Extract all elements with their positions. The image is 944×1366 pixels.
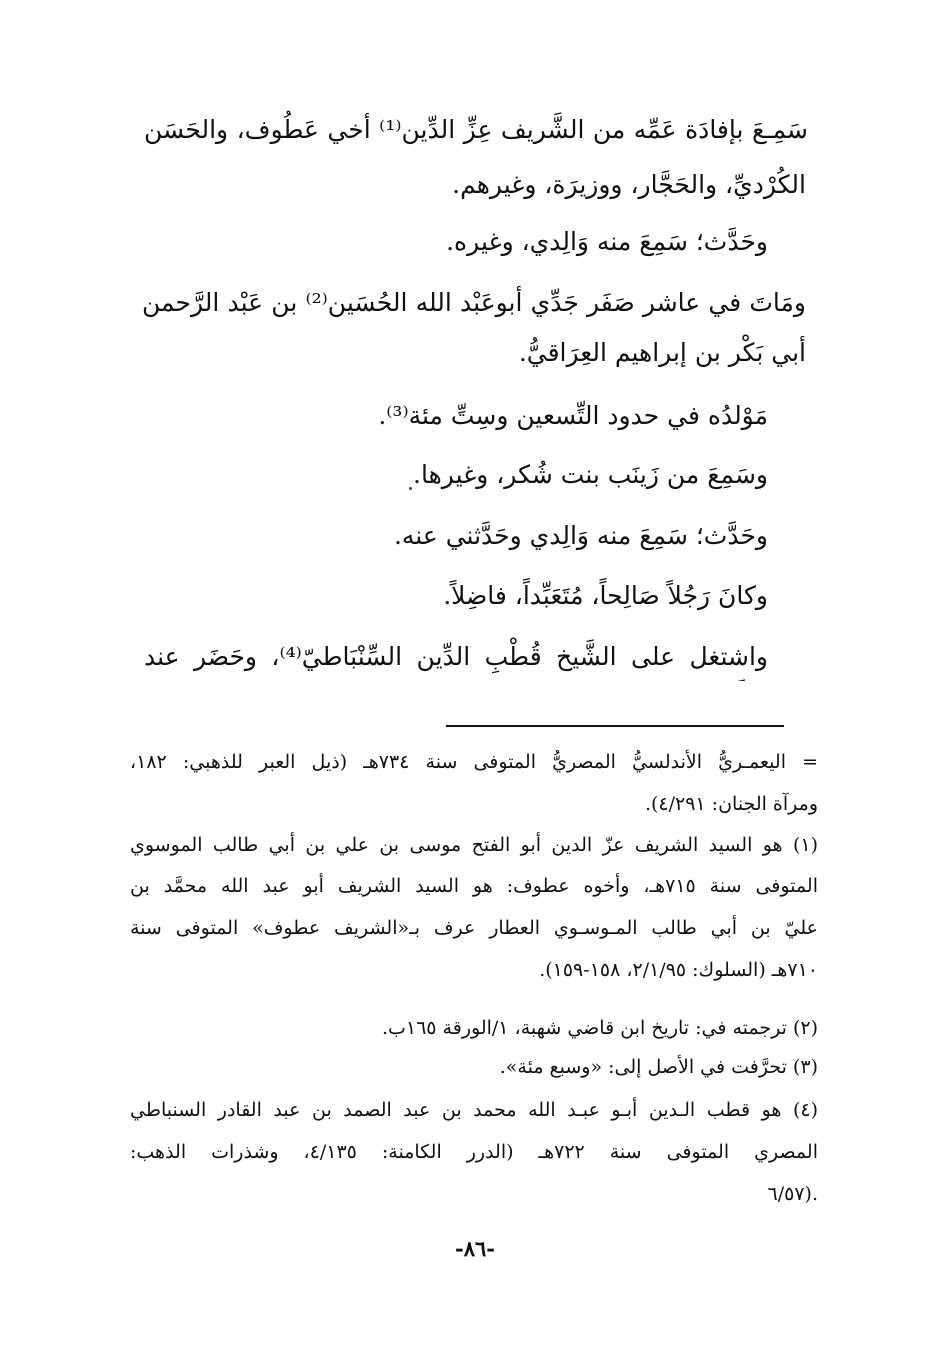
main-text-line-5: أبي بَكْر بن إبراهيم العِرَاقيُّ. <box>518 338 806 367</box>
footnote-line-8: (٣) تحرَّفت في الأصل إلى: «وسبع مئة». <box>499 1056 818 1078</box>
footnote-line-10: المصري المتوفى سنة ٧٢٢هـ (الدرر الكامنة: ٤/١٣٥، وشذرات الذهب: <box>130 1141 818 1163</box>
main-text-line-3: وحَدَّث؛ سَمِعَ منه وَالِدي، وغيره. <box>446 227 768 256</box>
footnote-line-4: المتوفى سنة ٧١٥هـ، وأخوه عطوف: هو السيد الشريف أبو عبد الله محمَّد بن <box>130 875 818 897</box>
footnote-line-11: ٦/٥٧). <box>767 1183 818 1205</box>
footnote-line-9: (٤) هو قطب الـدين أبـو عبـد الله محمد بن عبد الصمد بن عبد القادر السنباطي <box>130 1099 818 1121</box>
footnote-line-2: ومرآة الجنان: ٤/٢٩١). <box>644 793 818 815</box>
footnote-line-6: ٧١٠هـ (السلوك: ٢/١/٩٥، ١٥٨-١٥٩). <box>539 959 818 981</box>
page-number: -٨٦- <box>455 1236 495 1261</box>
main-text-line-7: وسَمِعَ من زَينَب بنت شُكر، وغيرها. <box>413 460 768 489</box>
footnote-separator <box>446 725 784 727</box>
ink-dot <box>409 487 412 490</box>
footnote-line-1: = اليعمـريُّ الأندلسيُّ المصريُّ المتوفى سنة ٧٣٤هـ (ذيل العبر للذهبي: ١٨٢، <box>130 751 818 773</box>
main-text-line-2: الكُرْديِّ، والحَجَّار، ووزيرَة، وغيرهم. <box>452 170 806 199</box>
main-text-line-10: واشتغل على الشَّيخ قُطْبِ الدِّين السِّنْبَاطيّ⁽⁴⁾، وحَضَر عند <box>144 642 768 671</box>
footnote-line-5: عليّ بن أبي طالب المـوسـوي العطار عرف بـ«الشريف عطوف» المتوفى سنة <box>130 917 818 939</box>
main-text-line-8: وحَدَّث؛ سَمِعَ منه وَالِدي وحَدَّثني عنه. <box>393 521 768 550</box>
main-text-line-9: وكانَ رَجُلاً صَالِحاً، مُتَعَبِّداً، فاضِلاً. <box>443 581 768 610</box>
main-text-line-1: سَمِـعَ بإفادَة عَمِّه من الشَّريف عِزِّ الدِّين⁽¹⁾ أخي عَطُوف، والحَسَن <box>144 115 808 144</box>
footnote-line-7: (٢) ترجمته في: تاريخ ابن قاضي شهبة، ١/الورقة ١٦٥ب. <box>381 1017 818 1039</box>
main-text-line-4: ومَاتَ في عاشر صَفَر جَدِّي أبوعَبْد الله الحُسَين⁽²⁾ بن عَبْد الرَّحمن <box>142 288 806 317</box>
main-text-line-6: مَوْلدُه في حدود التِّسعين وسِتِّ مئة⁽³⁾. <box>378 401 768 430</box>
footnote-line-3: (١) هو السيد الشريف عزّ الدين أبو الفتح موسى بن علي بن أبي طالب الموسوي <box>130 834 818 856</box>
